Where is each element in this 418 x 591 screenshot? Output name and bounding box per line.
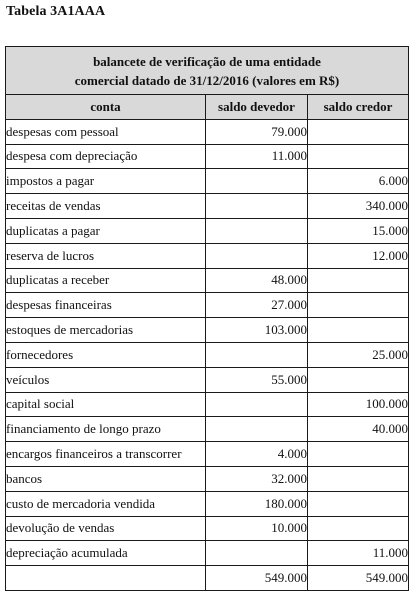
saldo-credor-cell <box>308 442 409 467</box>
saldo-credor-cell: 340.000 <box>308 194 409 219</box>
saldo-devedor-cell <box>206 342 308 367</box>
conta-cell: reserva de lucros <box>6 243 206 268</box>
saldo-credor-cell <box>308 119 409 144</box>
conta-cell: despesa com depreciação <box>6 144 206 169</box>
saldo-credor-cell: 11.000 <box>308 541 409 566</box>
saldo-credor-cell: 25.000 <box>308 342 409 367</box>
table-row <box>6 342 409 367</box>
saldo-devedor-cell: 11.000 <box>206 144 308 169</box>
conta-cell: fornecedores <box>6 342 206 367</box>
saldo-devedor-cell <box>206 169 308 194</box>
table-row <box>6 268 409 293</box>
conta-cell: bancos <box>6 466 206 491</box>
conta-cell: encargos financeiros a transcorrer <box>6 442 206 467</box>
total-row <box>6 566 409 591</box>
saldo-devedor-cell <box>206 218 308 243</box>
saldo-devedor-cell <box>206 392 308 417</box>
table-row <box>6 169 409 194</box>
table-row <box>6 119 409 144</box>
table-row <box>6 541 409 566</box>
saldo-devedor-cell: 55.000 <box>206 367 308 392</box>
conta-cell: duplicatas a receber <box>6 268 206 293</box>
conta-cell: depreciação acumulada <box>6 541 206 566</box>
table-row <box>6 466 409 491</box>
table-row <box>6 293 409 318</box>
conta-cell: despesas com pessoal <box>6 119 206 144</box>
table-caption-line-1: balancete de verificação de uma entidade <box>93 54 321 69</box>
saldo-devedor-cell: 79.000 <box>206 119 308 144</box>
saldo-devedor-cell: 48.000 <box>206 268 308 293</box>
table-row <box>6 442 409 467</box>
table-row <box>6 516 409 541</box>
saldo-credor-cell <box>308 466 409 491</box>
table-row <box>6 218 409 243</box>
total-conta-cell <box>6 566 206 591</box>
saldo-devedor-cell <box>206 541 308 566</box>
table-caption <box>6 47 409 95</box>
total-saldo-credor: 549.000 <box>308 566 409 591</box>
balancete-table <box>5 46 409 591</box>
conta-cell: custo de mercadoria vendida <box>6 491 206 516</box>
saldo-devedor-cell: 27.000 <box>206 293 308 318</box>
saldo-devedor-cell: 180.000 <box>206 491 308 516</box>
conta-cell: devolução de vendas <box>6 516 206 541</box>
saldo-devedor-cell: 4.000 <box>206 442 308 467</box>
total-saldo-devedor: 549.000 <box>206 566 308 591</box>
column-header-saldo-devedor: saldo devedor <box>206 95 308 120</box>
conta-cell: financiamento de longo prazo <box>6 417 206 442</box>
column-header-row <box>6 95 409 120</box>
saldo-devedor-cell <box>206 243 308 268</box>
saldo-credor-cell <box>308 268 409 293</box>
table-caption-row <box>6 47 409 95</box>
saldo-devedor-cell: 103.000 <box>206 318 308 343</box>
conta-cell: receitas de vendas <box>6 194 206 219</box>
table-row <box>6 417 409 442</box>
saldo-credor-cell: 6.000 <box>308 169 409 194</box>
table-row <box>6 367 409 392</box>
saldo-credor-cell: 40.000 <box>308 417 409 442</box>
conta-cell: capital social <box>6 392 206 417</box>
saldo-devedor-cell: 32.000 <box>206 466 308 491</box>
table-row <box>6 243 409 268</box>
saldo-credor-cell <box>308 293 409 318</box>
table-row <box>6 392 409 417</box>
saldo-credor-cell <box>308 516 409 541</box>
column-header-conta: conta <box>6 95 206 120</box>
table-row <box>6 491 409 516</box>
table-caption-line-2: comercial datado de 31/12/2016 (valores em R$) <box>74 73 340 88</box>
table-body <box>6 119 409 565</box>
saldo-credor-cell <box>308 367 409 392</box>
saldo-credor-cell <box>308 491 409 516</box>
table-row <box>6 318 409 343</box>
saldo-credor-cell: 12.000 <box>308 243 409 268</box>
saldo-credor-cell <box>308 144 409 169</box>
table-row <box>6 194 409 219</box>
document-title: Tabela 3A1AAA <box>6 4 106 19</box>
saldo-devedor-cell: 10.000 <box>206 516 308 541</box>
conta-cell: estoques de mercadorias <box>6 318 206 343</box>
conta-cell: veículos <box>6 367 206 392</box>
conta-cell: impostos a pagar <box>6 169 206 194</box>
table-row <box>6 144 409 169</box>
column-header-saldo-credor: saldo credor <box>308 95 409 120</box>
saldo-devedor-cell <box>206 417 308 442</box>
saldo-devedor-cell <box>206 194 308 219</box>
saldo-credor-cell: 100.000 <box>308 392 409 417</box>
conta-cell: duplicatas a pagar <box>6 218 206 243</box>
saldo-credor-cell: 15.000 <box>308 218 409 243</box>
conta-cell: despesas financeiras <box>6 293 206 318</box>
saldo-credor-cell <box>308 318 409 343</box>
